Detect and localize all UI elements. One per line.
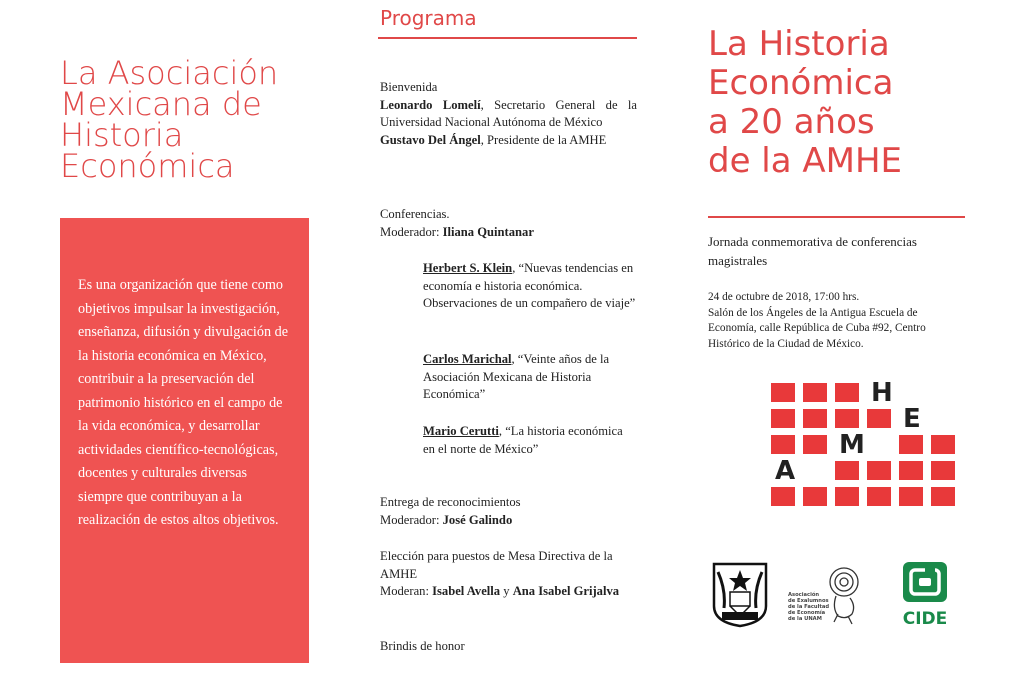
closing-label: Brindis de honor [380,639,465,653]
conferences-label: Conferencias. [380,207,450,221]
hema-square [931,435,955,454]
event-title [708,25,1008,181]
talk-title: , “Nuevas tendencias en economía e historia económica. Observaciones de un compañero de viaje” [423,261,636,310]
hema-square [899,487,923,506]
hema-square [771,383,795,402]
moderator-line [380,512,637,530]
speaker-name: Gustavo Del Ángel [380,132,481,147]
hema-square [867,409,891,428]
facultad-economia-logo [708,560,772,628]
hema-square [803,487,827,506]
hema-letter: E [903,404,921,434]
moderator-line [380,224,637,242]
association-description: Es una organización que tiene como objetivos impulsar la investigación, enseñanza, difusión y divulgación de la historia económica en México, contribuir a la preservación del patrimonio histórico en el campo de la vida económica, y desarrollar actividades científico-tecnológicas, docentes y culturales diversas siempre que contribuyan a la realización de estos altos objetivos. [78,277,288,528]
hema-square [771,487,795,506]
hema-square [803,383,827,402]
association-description-box [60,218,309,663]
speaker-name: Leonardo Lomelí [380,97,481,112]
talk-speaker: Mario Cerutti [423,424,499,438]
event-title-line: a 20 años [708,102,875,142]
svg-text:Asociación: Asociación [788,592,820,598]
welcome-block [380,79,637,149]
awards-block [380,494,637,529]
exalumnos-logo [786,558,866,628]
svg-text:de Exalumnos: de Exalumnos [788,598,829,604]
association-title-line: La Asociación [60,54,279,92]
svg-text:de la UNAM: de la UNAM [788,616,822,622]
moderators-label: Moderan: [380,584,433,598]
hema-letter: A [775,456,796,486]
conjunction: y [500,584,513,598]
hema-letter: H [871,378,893,408]
moderators-line [380,583,637,601]
hema-logo [771,378,966,513]
hema-letter: M [839,430,865,460]
hema-square [931,461,955,480]
moderator-name: Ana Isabel Grijalva [512,584,620,598]
association-title-line: Económica [60,147,235,185]
hema-square [899,461,923,480]
welcome-label: Bienvenida [380,80,438,94]
election-label: Elección para puestos de Mesa Directiva de la AMHE [380,549,613,581]
speaker-item [380,97,637,132]
event-date: 24 de octubre de 2018, 17:00 hrs. [708,291,860,303]
hema-square [867,461,891,480]
speaker-role: , Secretario General de la Universidad Nacional Autónoma de México [380,97,638,129]
talk-speaker: Herbert S. Klein [423,261,513,275]
talk-title: , “Veinte años de la Asociación Mexicana de Historia Económica” [423,352,610,401]
moderator-label: Moderador: [380,512,443,527]
hema-square [931,487,955,506]
association-title-line: Mexicana de [60,85,262,123]
talk-item [423,351,637,404]
awards-label: Entrega de reconocimientos [380,495,521,509]
event-title-line: Económica [708,63,894,103]
hema-square [835,383,859,402]
hema-square [835,409,859,428]
talk-item [423,260,637,313]
program-divider [378,37,637,39]
hema-square [803,435,827,454]
association-title [60,54,320,185]
moderator-name: Isabel Avella [432,584,501,598]
hema-square [771,435,795,454]
svg-text:de la Facultad: de la Facultad [788,604,830,610]
hema-square [835,461,859,480]
election-block [380,548,637,601]
cide-wordmark: CIDE [902,609,948,626]
event-subtitle: Jornada conmemorativa de conferencias magistrales [708,234,917,268]
svg-text:de Economía: de Economía [788,610,826,616]
moderator-label: Moderador: [380,224,443,239]
talk-item [423,423,637,458]
program-title: Programa [380,6,477,30]
moderator-name: Iliana Quintanar [442,224,534,239]
moderator-name: José Galindo [442,512,513,527]
speaker-role: , Presidente de la AMHE [480,132,607,147]
event-divider [708,216,965,218]
hema-square [899,435,923,454]
event-venue: Salón de los Ángeles de la Antigua Escuela de Economía, calle República de Cuba #92, Centro Histórico de la Ciudad de México. [708,306,926,350]
hema-square [803,409,827,428]
association-title-line: Historia [60,116,184,154]
event-title-line: La Historia [708,24,890,64]
hema-square [771,409,795,428]
event-title-line: de la AMHE [708,141,903,181]
conferences-block [380,206,637,241]
speaker-item [380,132,637,150]
hema-square [867,487,891,506]
talk-speaker: Carlos Marichal [423,352,512,366]
cide-logo [897,560,953,626]
talk-title: , “La historia económica en el norte de México” [423,424,623,456]
event-info [708,290,968,352]
hema-square [835,487,859,506]
